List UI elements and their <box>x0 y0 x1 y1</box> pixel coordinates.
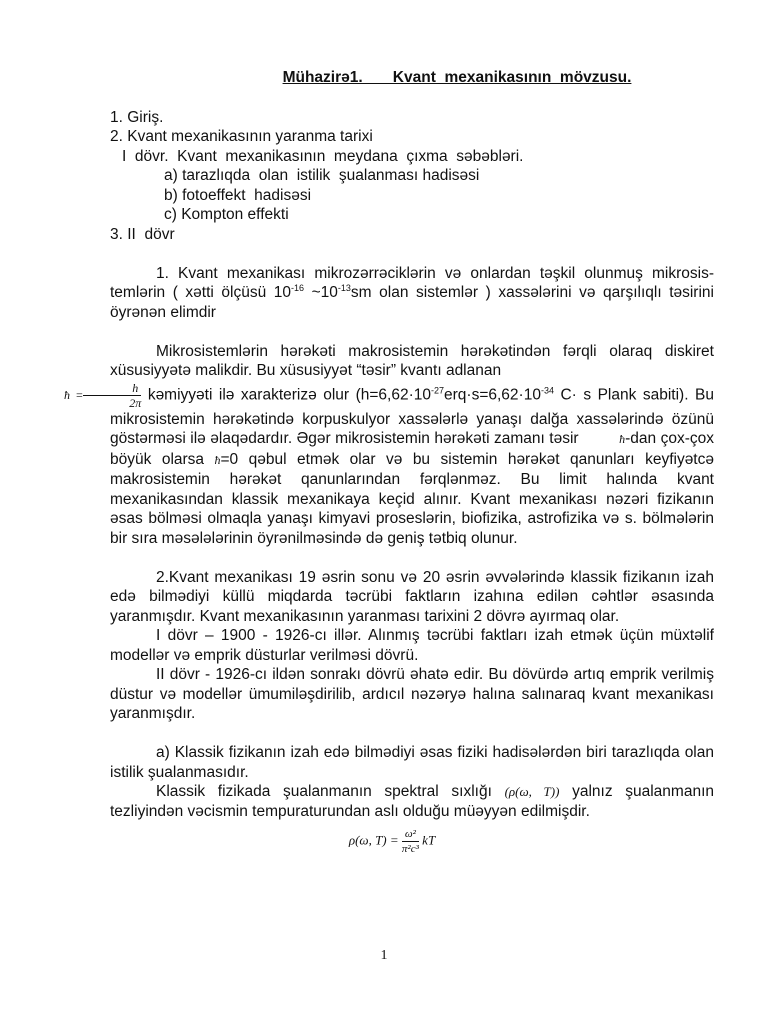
toc-item: 2. Kvant mexanikasının yaranma tarixi <box>110 128 373 145</box>
paragraph-spectral-density: Klassik fizikada şualanmanın spektral sıxlığı (ρ(ω, T)) yalnız şualanmanın tezliyindən vəcismin tempuraturundan aslı olduğu müəyyən edilmişdir. <box>110 783 715 820</box>
toc-item: I dövr. Kvant mexanikasının meydana çıxma səbəbləri. <box>122 147 524 165</box>
paragraph-history: 2.Kvant mexanikası 19 əsrin sonu və 20 əsrin əvvələrində klassik fizikanın izah edə bilmədiyi küllü miqdarda təcrübi faktların izahına edilən cəhtlər əsasında yaranmışdır. Kvant mexanikasının yaranması tarixini 2 dövrə ayırmaq olar. <box>110 568 714 625</box>
paragraph-definition: 1. Kvant mexanikası mikrozərrəciklərin və onlardan təşkil olunmuş mikrosis-temlərin ( xətti ölçüsü $10^{-16}$ $\sim 10^{-13}sm$ olan sistemlər ) xassələrini və qarşılıqlı təsirini öyrənən elimdir <box>110 264 714 321</box>
toc-item: a) tarazlıqda olan istilik şualanması hadisəsi <box>164 167 480 184</box>
toc-item: 3. II dövr <box>110 225 175 243</box>
lecture-title: Mühazirə1. Kvant mexanikasının mövzusu. <box>282 69 632 86</box>
paragraph-discrete-properties: Mikrosistemlərin hərəkəti makrosistemin hərəkətindən fərqli olaraq diskiret xüsusiyyətə malikdir. Bu xüsusiyyət “təsir” kvantı adlanan ħ = $\frac{h}{2\pi}$ kəmiyyəti ilə xarakterizə olur ($h=6,62\cdot 10^{-27}erq\cdot s=6,62\cdot 10^{-34}$ C· s Plank sabiti). Bu mikrosistemin hərəkətində korpuskulyor xassələrlə yanaşı dalğa xassələrində özünü göstərməsi ilə əlaqədardır. Əgər mikrosistemin hərəkəti zamanı təsir ħ-dan çox-çox böyük olarsa ħ=0 qəbul etmək olar və bu sistemin hərəkət qanunları keyfiyətcə makrosistemin hərəkət qanunlarından fərqlənməz. Bu limit halında kvant mexanikasından klassik mexanikaya keçid alınır. Kvant mexanikası nəzəri fizikanın əsas bölməsi olmaqla yanaşı kimyavi proseslərin, biofizika, astrofizika və s. bölmələrin bir sıra məsələlərinin öyrənilməsində də geniş tətbiq olunur. <box>64 342 714 547</box>
toc-item: 1. Giriş. <box>110 108 164 126</box>
rayleigh-jeans-equation: ρ(ω, T) = $\frac{\text{ω²}}{\text{π²c³}}$ kT <box>348 828 436 855</box>
paragraph-period-2: II dövr - 1926-cı ildən sonrakı dövrü əhatə edir. Bu dövürdə artıq emprik verilmiş düstur və modellər ümumiləşdirilib, ardıcıl nəzəryə halına salınaraq kvant mexanikası yaranmışdır. <box>110 666 714 722</box>
hbar-formula: ħ = $\frac{h}{2\pi}$ <box>64 380 142 410</box>
rho-symbol: (ρ(ω, T)) <box>504 784 560 799</box>
paragraph-thermal-radiation: a) Klassik fizikanın izah edə bilmədiyi əsas fiziki hadisələrdən biri tarazlıqda olan istilik şualanmasıdır. <box>110 744 714 781</box>
toc-item: b) fotoeffekt hadisəsi <box>164 186 312 204</box>
table-of-contents <box>110 108 714 245</box>
page-number: 1 <box>380 948 388 963</box>
hbar-symbol: ħ <box>214 452 221 467</box>
paragraph-period-1: I dövr – 1900 - 1926-cı illər. Alınmış təcrübi faktları izah etmək üçün müxtəlif modellər və emprik düsturlar verilməsi dövrü. <box>110 627 714 664</box>
document-page <box>64 68 715 856</box>
hbar-symbol: ħ <box>619 432 626 446</box>
toc-item: c) Kompton effekti <box>164 206 289 223</box>
